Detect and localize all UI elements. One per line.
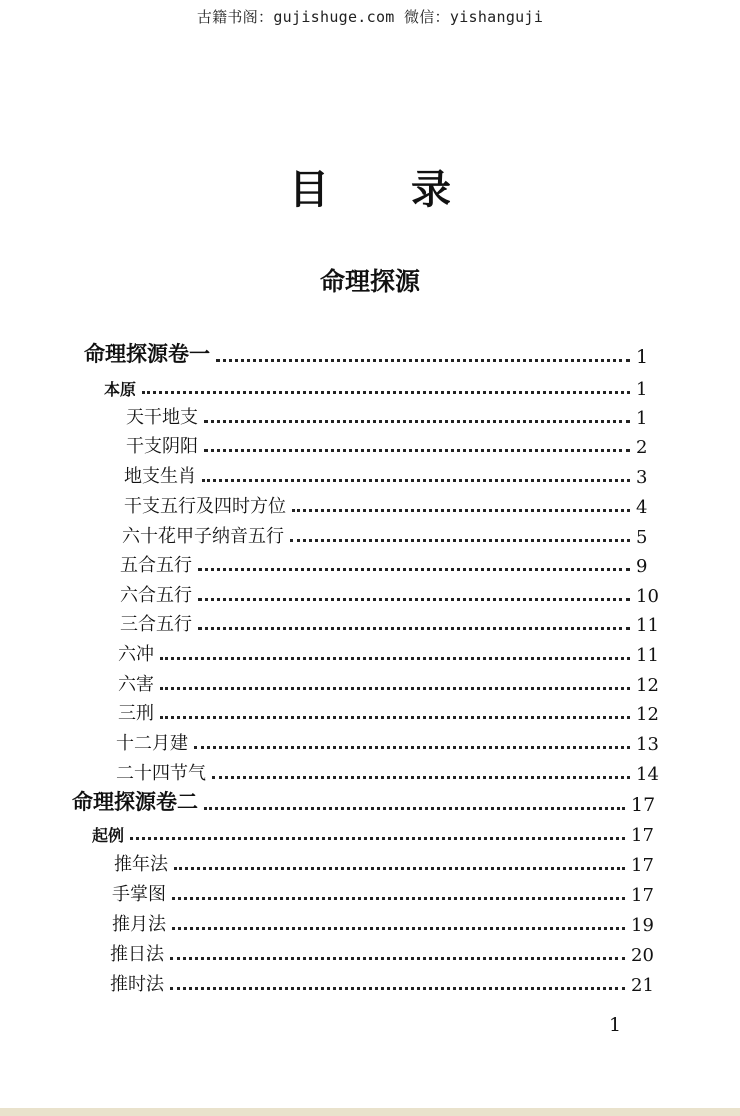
toc-entry — [120, 606, 662, 636]
dot-leader — [198, 627, 630, 630]
toc-entry-title: 六十花甲子纳音五行 — [122, 526, 284, 547]
toc-entry — [118, 636, 662, 666]
toc-entry-title: 六冲 — [118, 644, 154, 665]
dot-leader — [216, 359, 630, 362]
toc-entry — [124, 488, 662, 518]
toc-entry-page: 17 — [631, 885, 654, 906]
dot-leader — [160, 657, 630, 660]
toc-entry — [84, 338, 662, 368]
toc-entry — [110, 966, 657, 996]
toc-entry — [116, 725, 662, 755]
toc-entry-page: 17 — [631, 825, 654, 846]
toc-entry-title: 命理探源卷二 — [72, 790, 198, 814]
toc-entry-title: 十二月建 — [116, 733, 188, 754]
dot-leader — [204, 420, 630, 423]
dot-leader — [290, 539, 630, 542]
dot-leader — [198, 568, 630, 571]
toc-entry-title: 三合五行 — [120, 614, 192, 635]
toc-entry-page: 19 — [631, 915, 654, 936]
toc-entry — [120, 547, 662, 577]
toc-entry-title: 六合五行 — [120, 585, 192, 606]
toc-entry-title: 命理探源卷一 — [84, 342, 210, 366]
toc-entry — [114, 846, 657, 876]
toc-entry — [118, 695, 662, 725]
toc-entry — [112, 906, 657, 936]
toc-entry — [116, 755, 662, 785]
dot-leader — [202, 479, 630, 482]
toc-entry-page: 10 — [636, 586, 659, 607]
page-title: 目录 — [289, 167, 533, 213]
toc-entry — [92, 816, 657, 846]
toc-entry-page: 13 — [636, 734, 659, 755]
toc-entry — [112, 876, 657, 906]
dot-leader — [172, 927, 625, 930]
dot-leader — [212, 776, 630, 779]
toc-entry-title: 干支阴阳 — [126, 436, 198, 457]
toc-entry-title: 推日法 — [110, 944, 164, 965]
toc-entry-title: 手掌图 — [112, 884, 166, 905]
toc-entry-title: 二十四节气 — [116, 763, 206, 784]
dot-leader — [172, 897, 625, 900]
toc-entry-title: 推年法 — [114, 854, 168, 875]
toc-entry-page: 17 — [631, 794, 656, 816]
toc-entry-title: 推月法 — [112, 914, 166, 935]
dot-leader — [174, 867, 625, 870]
toc-entry-page: 21 — [631, 975, 654, 996]
toc-entry-page: 14 — [636, 764, 659, 785]
toc-entry-title: 三刑 — [118, 703, 154, 724]
toc-entry-page: 11 — [636, 615, 659, 636]
dot-leader — [170, 987, 625, 990]
toc-entry-page: 11 — [636, 645, 659, 666]
toc-entry-title: 起例 — [92, 826, 125, 845]
toc-entry-page: 20 — [631, 945, 654, 966]
toc-entry-title: 本原 — [104, 380, 137, 399]
dot-leader — [170, 957, 625, 960]
toc-entry-page: 4 — [636, 497, 648, 518]
toc-entry-page: 3 — [636, 467, 648, 488]
watermark-text: 古籍书阁：gujishuge.com 微信：yishanguji — [196, 8, 544, 26]
dot-leader — [198, 598, 630, 601]
toc-entry — [72, 786, 657, 816]
toc-entry-page: 1 — [636, 408, 648, 429]
toc-entry — [124, 458, 662, 488]
toc-entry-page: 12 — [636, 704, 659, 725]
dot-leader — [204, 807, 625, 810]
dot-leader — [130, 837, 625, 840]
toc-entry-page: 12 — [636, 675, 659, 696]
toc-entry-page: 1 — [636, 346, 649, 368]
toc-entry — [104, 370, 662, 400]
dot-leader — [142, 391, 630, 394]
page-edge — [0, 1108, 740, 1116]
toc-entry-title: 天干地支 — [126, 407, 198, 428]
toc-entry — [122, 518, 662, 548]
toc-entry-title: 推时法 — [110, 974, 164, 995]
toc-entry-page: 9 — [636, 556, 648, 577]
dot-leader — [160, 716, 630, 719]
toc-entry-page: 17 — [631, 855, 654, 876]
dot-leader — [194, 746, 630, 749]
dot-leader — [204, 449, 630, 452]
toc-entry-page: 5 — [636, 527, 648, 548]
toc-entry-title: 地支生肖 — [124, 466, 196, 487]
toc-entry — [110, 936, 657, 966]
dot-leader — [160, 687, 630, 690]
toc-entry-page: 2 — [636, 437, 648, 458]
toc-entry — [120, 577, 662, 607]
toc-entry — [126, 428, 662, 458]
page-number: 1 — [609, 1014, 622, 1036]
toc-entry-title: 五合五行 — [120, 555, 192, 576]
toc-entry-title: 干支五行及四时方位 — [124, 496, 286, 517]
book-title: 命理探源 — [319, 267, 420, 296]
toc-entry-title: 六害 — [118, 674, 154, 695]
toc-entry — [126, 399, 662, 429]
toc-entry — [118, 666, 662, 696]
toc-entry-page: 1 — [636, 379, 648, 400]
dot-leader — [292, 509, 630, 512]
